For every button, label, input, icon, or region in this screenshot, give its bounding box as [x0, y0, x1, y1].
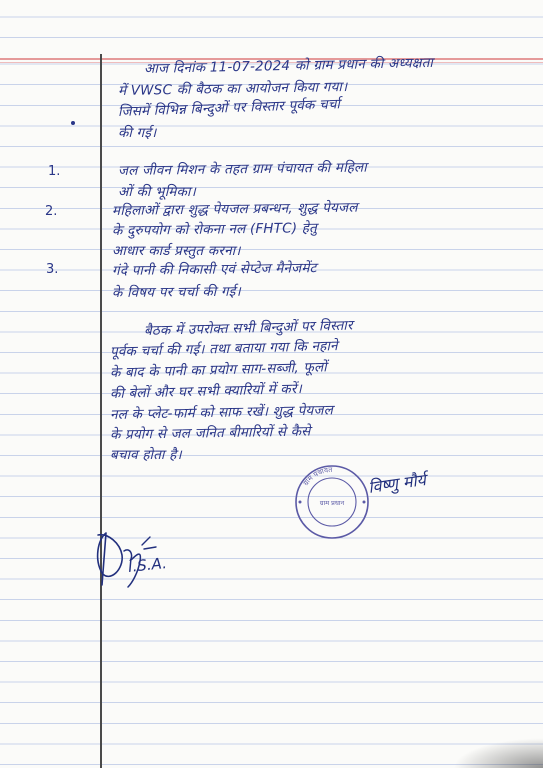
gram-pradhan-seal — [292, 462, 372, 542]
summary-line-2: पूर्वक चर्चा की गई। तथा बताया गया कि नहाने — [109, 338, 338, 360]
left-margin-line — [100, 54, 102, 768]
point-2-line-3: आधार कार्ड प्रस्तुत करना। — [112, 243, 241, 259]
point-3-line-1: गंदे पानी की निकासी एवं सेप्टेज मैनेजमेंट — [111, 260, 317, 279]
bullet-dot — [71, 121, 75, 125]
point-number-1: 1. — [48, 164, 61, 179]
page-corner-shadow — [453, 738, 543, 768]
point-number-3: 3. — [46, 262, 59, 277]
intro-line-3: जिसमें विभिन्न बिन्दुओं पर विस्तार पूर्वक चर्चा — [117, 96, 341, 120]
intro-line-4: की गई। — [118, 125, 157, 141]
summary-line-6: के प्रयोग से जल जनित बीमारियों से कैसे — [109, 423, 311, 443]
point-3-line-2: के विषय पर चर्चा की गई। — [111, 283, 241, 301]
point-1-line-2: ओं की भूमिका। — [118, 184, 196, 200]
point-number-2: 2. — [45, 204, 58, 219]
point-1-line-1: जल जीवन मिशन के तहत ग्राम पंचायत की महिला — [117, 159, 367, 179]
svg-text:ग्राम पंचायत — [302, 466, 334, 487]
summary-line-5: नल के प्लेट-फार्म को साफ रखें। शुद्ध पेयजल — [109, 402, 334, 423]
summary-line-1: बैठक में उपरोक्त सभी बिन्दुओं पर विस्तार — [143, 317, 353, 339]
summary-line-4: की बेलों और घर सभी क्यारियों में करें। — [109, 380, 303, 402]
point-2-line-2: के दुरुपयोग को रोकना नल (FHTC) हेतु — [111, 220, 318, 239]
summary-line-7: बचाव होता है। — [110, 447, 182, 463]
intro-line-2: में VWSC की बैठक का आयोजन किया गया। — [117, 78, 348, 99]
pradhan-signature: विष्णु मौर्य — [367, 470, 427, 497]
seal-center-text: ग्राम प्रधान — [319, 499, 345, 507]
isa-label: I.S.A. — [127, 554, 168, 576]
point-2-line-1: महिलाओं द्वारा शुद्ध पेयजल प्रबन्धन, शुद्ध पेयजल — [111, 199, 358, 219]
summary-line-3: के बाद के पानी का प्रयोग साग-सब्जी, फूलों — [109, 359, 328, 381]
seal-outer-text: ग्राम पंचायत — [301, 465, 333, 488]
intro-line-1: आज दिनांक 11-07-2024 को ग्राम प्रधान की अध्यक्षता — [143, 54, 434, 77]
